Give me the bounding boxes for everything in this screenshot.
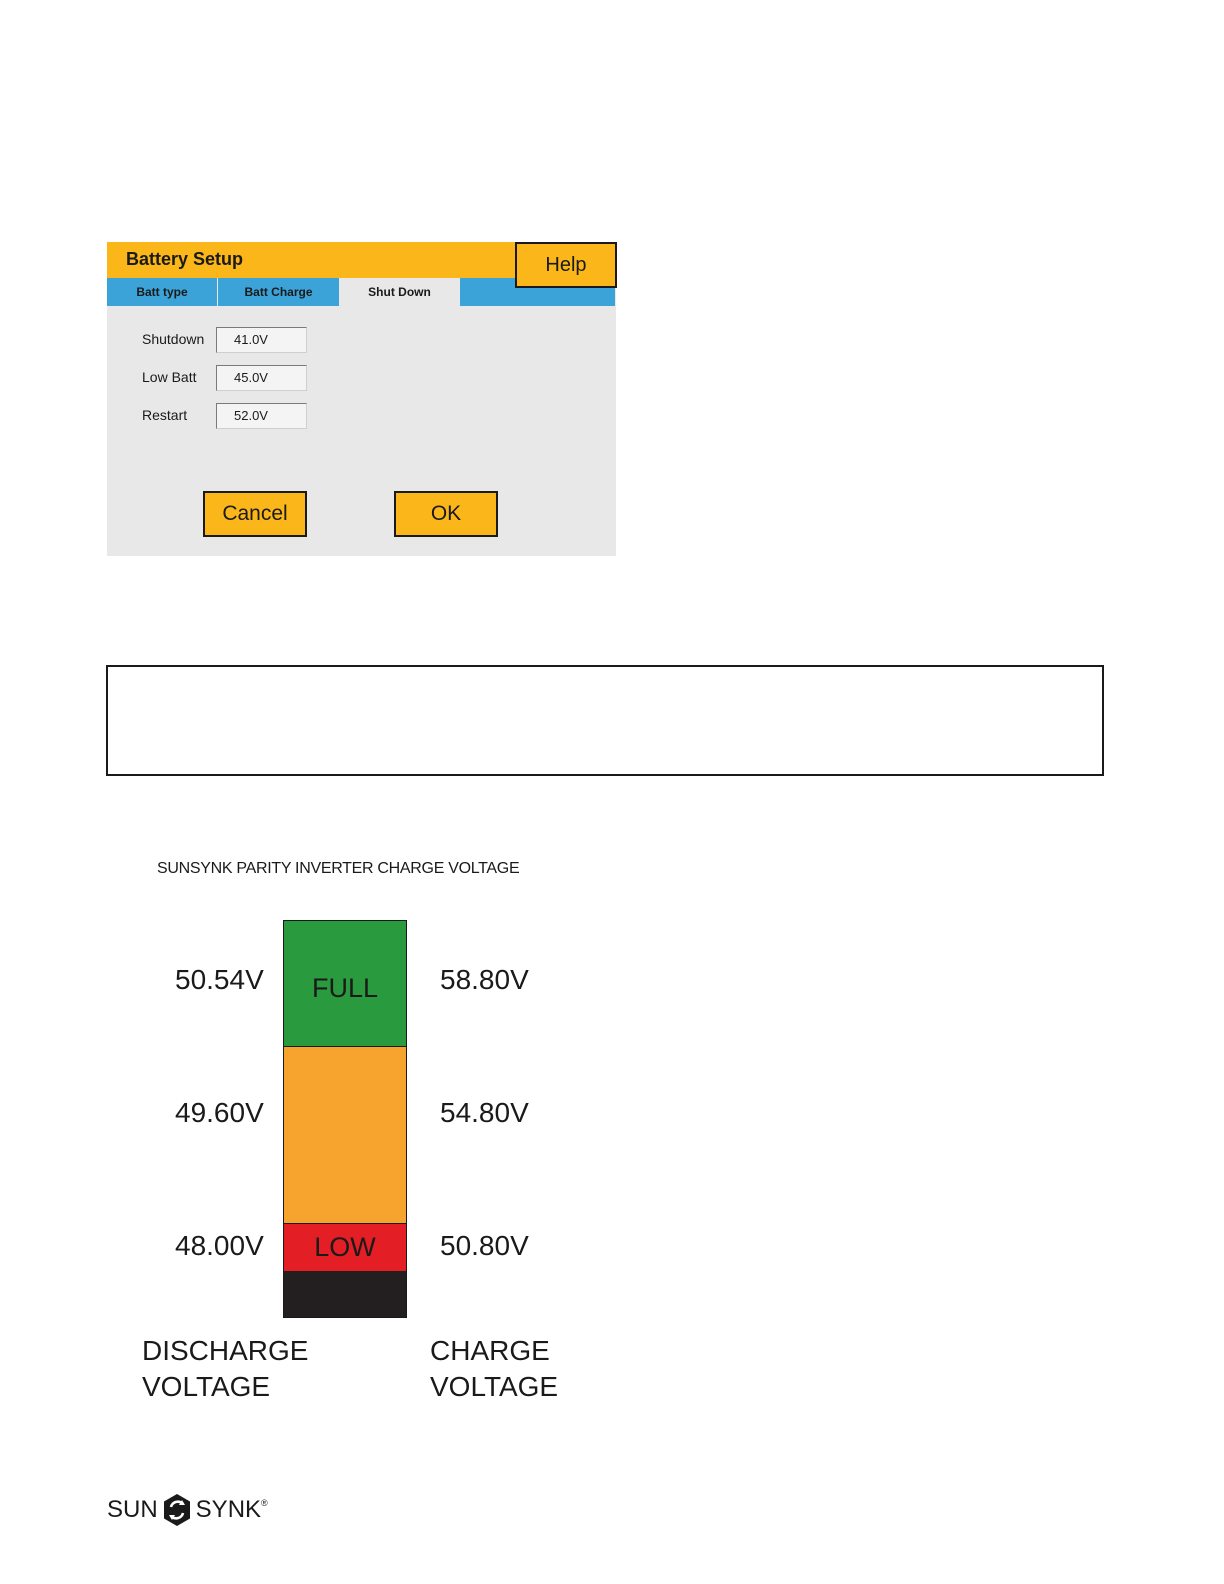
battery-setup-panel xyxy=(107,242,616,556)
help-button[interactable]: Help xyxy=(515,242,617,288)
charge-caption xyxy=(430,1333,558,1405)
charge-voltage-full: 58.80V xyxy=(440,964,529,995)
tab-batt-type[interactable]: Batt type xyxy=(107,278,217,306)
shutdown-label: Shutdown xyxy=(142,331,205,347)
segment-empty xyxy=(284,1271,406,1317)
logo-text-synk: SYNK xyxy=(195,1496,262,1523)
cancel-button[interactable]: Cancel xyxy=(203,491,307,537)
discharge-voltage-mid: 49.60V xyxy=(175,1097,264,1128)
charge-voltage-mid: 54.80V xyxy=(440,1097,529,1128)
charge-caption-line1: CHARGE xyxy=(430,1335,550,1366)
segment-full-label: FULL xyxy=(311,973,379,1003)
sunsynk-logo-icon xyxy=(162,1493,192,1527)
logo-text-sun: SUN xyxy=(107,1496,158,1523)
discharge-caption-line1: DISCHARGE xyxy=(142,1335,309,1366)
segment-low xyxy=(284,1224,406,1272)
charge-caption-line2: VOLTAGE xyxy=(430,1371,559,1402)
segment-full xyxy=(284,921,406,1047)
charge-voltage-low: 50.80V xyxy=(440,1230,529,1261)
sunsynk-logo xyxy=(107,1490,268,1530)
discharge-caption-line2: VOLTAGE xyxy=(142,1371,271,1402)
discharge-voltage-full: 50.54V xyxy=(175,964,264,995)
restart-field[interactable]: 52.0V xyxy=(216,403,307,429)
shutdown-field[interactable]: 41.0V xyxy=(216,327,307,353)
tab-shut-down[interactable]: Shut Down xyxy=(340,278,459,306)
low-batt-label: Low Batt xyxy=(142,369,197,385)
registered-mark: ® xyxy=(261,1498,268,1508)
tab-batt-charge[interactable]: Batt Charge xyxy=(218,278,339,306)
ok-button[interactable]: OK xyxy=(394,491,498,537)
segment-mid xyxy=(284,1047,406,1224)
segment-low-label: LOW xyxy=(314,1232,376,1262)
low-batt-field[interactable]: 45.0V xyxy=(216,365,307,391)
panel-title: Battery Setup xyxy=(126,249,244,269)
restart-label: Restart xyxy=(142,407,188,423)
discharge-voltage-low: 48.00V xyxy=(175,1230,264,1261)
diagram-title: SUNSYNK PARITY INVERTER CHARGE VOLTAGE xyxy=(157,860,520,877)
battery-level-bar xyxy=(283,920,407,1318)
discharge-caption xyxy=(142,1333,308,1405)
note-box xyxy=(106,665,1104,776)
